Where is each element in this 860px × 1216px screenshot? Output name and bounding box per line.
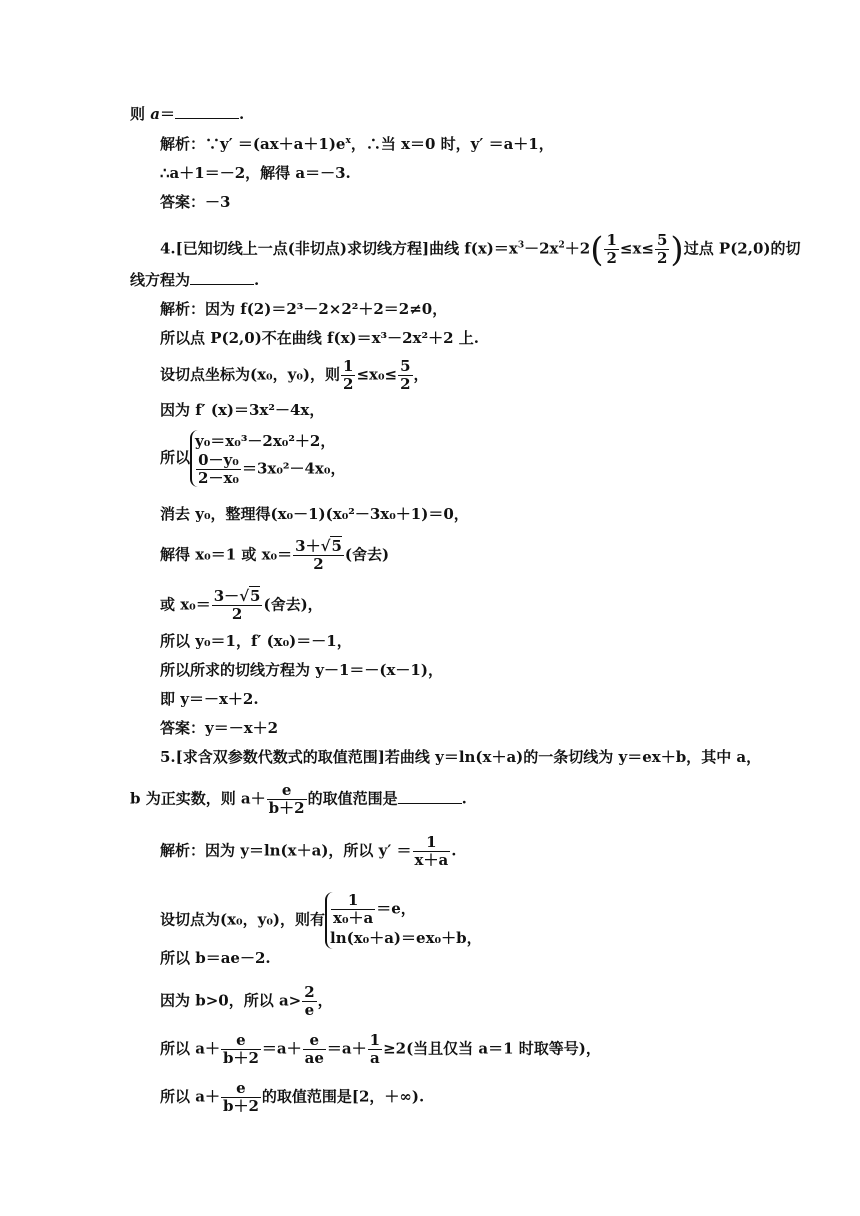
denominator: x＋a xyxy=(414,851,449,869)
q4-analysis-line2: 所以点 P(2,0)不在曲线 f(x)＝x³－2x²＋2 上. xyxy=(160,329,479,347)
fraction xyxy=(302,984,316,1019)
q5-text: 若曲线 y＝ln(x＋a)的一条切线为 y＝ex＋b，其中 a， xyxy=(384,748,762,766)
answer-blank xyxy=(190,270,254,285)
denominator: ae xyxy=(304,1049,324,1067)
because-symbol: ∵ xyxy=(205,135,221,153)
q5-text: 的取值范围是 xyxy=(307,789,398,808)
denominator: x₀＋a xyxy=(333,909,374,927)
denominator: 2－x₀ xyxy=(198,469,239,487)
analysis-text: 解得 x₀＝1 或 x₀＝ xyxy=(160,545,293,564)
q4-end: . xyxy=(254,271,260,289)
denominator: 2 xyxy=(606,249,617,267)
answer-value: －3 xyxy=(205,193,231,211)
analysis-label: 解析： xyxy=(160,300,206,318)
q3-end: . xyxy=(238,105,245,123)
numerator: e xyxy=(221,1080,261,1098)
range-mid: ≤x≤ xyxy=(619,239,654,258)
system-row: y₀＝x₀³－2x₀²＋2， xyxy=(195,432,336,450)
denominator: 2 xyxy=(343,375,354,393)
q4-analysis-line6: 消去 y₀，整理得(x₀－1)(x₀²－3x₀＋1)＝0， xyxy=(160,505,469,523)
analysis-text: ， xyxy=(317,991,333,1010)
fraction xyxy=(368,1032,382,1067)
answer-label: 答案： xyxy=(160,193,206,211)
analysis-text: 的取值范围是[2，＋∞). xyxy=(261,1087,425,1106)
exponent: 3 xyxy=(517,240,525,251)
q3-answer xyxy=(160,192,230,212)
analysis-text: 所以 a＋ xyxy=(160,1039,220,1058)
numerator-text: 3＋ xyxy=(295,537,321,555)
q5-analysis-line3: 所以 b＝ae－2. xyxy=(160,949,271,967)
q5-analysis-line4 xyxy=(160,984,333,1019)
denominator: 2 xyxy=(400,375,411,393)
equation-system-brace xyxy=(190,430,345,487)
q5-end: . xyxy=(461,789,467,808)
numerator: 1 xyxy=(331,892,375,910)
analysis-text: 或 x₀＝ xyxy=(160,595,211,614)
q3-var: a xyxy=(150,105,160,123)
answer-value: y＝－x＋2 xyxy=(205,719,279,737)
q5-analysis-line1 xyxy=(160,834,456,869)
analysis-text: 因为 f(2)＝2³－2×2²＋2＝2≠0， xyxy=(205,300,448,318)
analysis-text: 设切点为(x₀，y₀)，则有 xyxy=(160,910,325,929)
fraction xyxy=(655,232,669,267)
analysis-text: 设切点坐标为(x₀，y₀)，则 xyxy=(160,365,340,384)
analysis-text: 所以 a＋ xyxy=(160,1087,220,1106)
q4-analysis-line1 xyxy=(160,299,447,319)
q5-question-line1 xyxy=(160,747,761,767)
q4-analysis-system xyxy=(160,430,345,487)
q4-analysis-line3 xyxy=(160,358,429,393)
denominator: a xyxy=(369,1049,380,1067)
q5-question-line2 xyxy=(130,782,467,817)
analysis-text: ≤x₀≤ xyxy=(356,365,398,384)
q3-question-tail xyxy=(130,104,244,124)
sqrt-radicand: 5 xyxy=(250,587,261,605)
derivative-eval: ，∴当 x＝0 时，y′ ＝a＋1， xyxy=(350,135,554,153)
analysis-text: ， xyxy=(413,365,429,384)
equation-system-brace xyxy=(325,892,482,949)
q4-answer xyxy=(160,718,278,738)
question-tag: [求含双参数代数式的取值范围] xyxy=(175,748,385,766)
numerator: 1 xyxy=(413,834,451,852)
q4-text: 曲线 f(x)＝x xyxy=(429,239,518,258)
q4-analysis-line9: 所以 y₀＝1，f′ (x₀)＝－1， xyxy=(160,632,352,650)
numerator-text: 3－ xyxy=(213,587,240,605)
question-number: 4. xyxy=(160,239,176,258)
q4-question-line2 xyxy=(130,270,259,290)
analysis-text: 所以 xyxy=(160,448,191,467)
q4-analysis-line4: 因为 f′ (x)＝3x²－4x， xyxy=(160,401,325,419)
numerator: 1 xyxy=(606,231,617,249)
analysis-label: 解析： xyxy=(160,135,206,153)
numerator: 2 xyxy=(304,983,315,1001)
fraction xyxy=(293,538,344,573)
numerator: 3＋√5 xyxy=(295,537,342,555)
q3-prefix: 则 xyxy=(130,105,151,123)
analysis-text: 因为 b>0，所以 a> xyxy=(160,991,302,1010)
fraction xyxy=(604,232,618,267)
sqrt-radicand: 5 xyxy=(331,537,342,555)
q4-text: ＋2 xyxy=(564,239,591,258)
denominator: b＋2 xyxy=(222,1049,259,1067)
numerator: 3－√5 xyxy=(213,587,261,605)
fraction xyxy=(221,1032,261,1067)
answer-label: 答案： xyxy=(160,719,206,737)
analysis-label: 解析： xyxy=(160,841,206,860)
answer-blank xyxy=(398,789,462,804)
analysis-text: ≥2(当且仅当 a＝1 时取等号)， xyxy=(383,1039,601,1058)
numerator: e xyxy=(221,1032,261,1050)
system-row xyxy=(330,892,482,927)
system-row-tail: ＝e， xyxy=(376,899,416,918)
left-paren: ( xyxy=(590,229,604,270)
q5-analysis-line5 xyxy=(160,1032,601,1067)
q4-analysis-line10: 所以所求的切线方程为 y－1＝－(x－1)， xyxy=(160,661,443,679)
numerator: 0－y₀ xyxy=(196,452,241,470)
fraction xyxy=(221,1080,261,1115)
q5-analysis-system xyxy=(160,892,482,949)
answer-blank xyxy=(175,104,239,119)
numerator: 1 xyxy=(369,1031,381,1049)
system-row: ln(x₀＋a)＝ex₀＋b， xyxy=(330,929,482,947)
q5-analysis-line6 xyxy=(160,1080,424,1115)
question-tag: [已知切线上一点(非切点)求切线方程] xyxy=(175,239,430,258)
q4-analysis-line7 xyxy=(160,538,389,573)
numerator: e xyxy=(267,782,307,800)
fraction xyxy=(267,782,307,817)
q3-eq: ＝ xyxy=(159,105,175,123)
denominator: b＋2 xyxy=(268,799,305,817)
system-row-tail: ＝3x₀²－4x₀， xyxy=(241,459,346,478)
fraction xyxy=(331,892,375,927)
fraction xyxy=(212,588,263,623)
numerator: 5 xyxy=(400,357,411,375)
right-paren: ) xyxy=(670,229,684,270)
analysis-text: ＝a＋ xyxy=(326,1039,367,1058)
q3-analysis-line2: ∴a＋1＝－2，解得 a＝－3. xyxy=(160,164,351,182)
denominator: b＋2 xyxy=(222,1097,259,1115)
question-number: 5. xyxy=(160,748,176,766)
exponent: x xyxy=(345,136,351,146)
denominator: 2 xyxy=(231,605,243,623)
q4-text: 过点 P(2,0)的切 xyxy=(683,239,801,258)
q4-question-line1 xyxy=(160,229,801,270)
fraction xyxy=(413,834,451,869)
fraction xyxy=(398,358,412,393)
analysis-text: (舍去)， xyxy=(263,595,323,614)
analysis-text: ＝a＋ xyxy=(261,1039,302,1058)
numerator: 5 xyxy=(656,231,668,249)
numerator: 1 xyxy=(343,357,354,375)
derivative-expr: y′ ＝(ax＋a＋1)e xyxy=(220,135,346,153)
numerator: e xyxy=(303,1032,326,1050)
q3-analysis-line1 xyxy=(160,134,554,154)
fraction xyxy=(341,358,355,393)
q4-analysis-line11: 即 y＝－x＋2. xyxy=(160,690,259,708)
q4-analysis-line8 xyxy=(160,588,323,623)
q4-text: 线方程为 xyxy=(130,271,191,289)
denominator: e xyxy=(304,1001,315,1019)
q5-text: b 为正实数，则 a＋ xyxy=(130,789,266,808)
denominator: 2 xyxy=(313,555,324,573)
q4-text: －2x xyxy=(524,239,559,258)
denominator: 2 xyxy=(656,249,668,267)
exponent: 2 xyxy=(558,240,565,251)
fraction xyxy=(196,452,241,487)
system-row xyxy=(195,452,345,487)
fraction xyxy=(303,1032,326,1067)
analysis-text: (舍去) xyxy=(344,545,390,564)
analysis-text: 因为 y＝ln(x＋a)，所以 y′ ＝ xyxy=(205,841,412,860)
analysis-text: . xyxy=(451,841,457,860)
